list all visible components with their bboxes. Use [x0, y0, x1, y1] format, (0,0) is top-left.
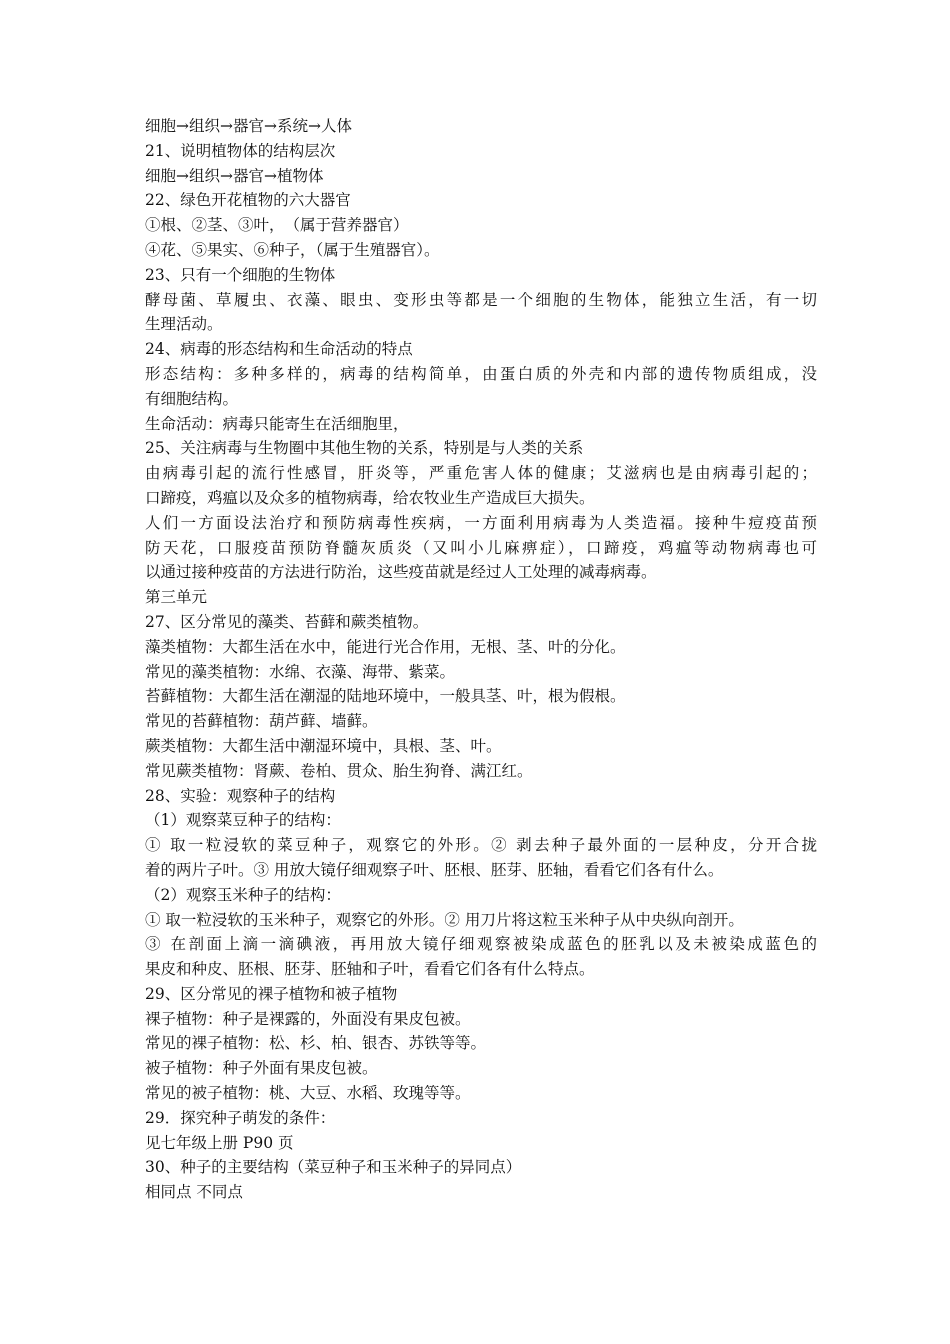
text-line: 常见的苔藓植物：葫芦藓、墙藓。: [145, 712, 378, 731]
text-line: 口蹄疫，鸡瘟以及众多的植物病毒，给农牧业生产造成巨大损失。: [145, 488, 595, 507]
text-line: 有细胞结构。: [145, 389, 239, 408]
body-text: [145, 114, 817, 1205]
text-line: 常见的被子植物：桃、大豆、水稻、玫瑰等等。: [145, 1084, 471, 1103]
text-line: ①根、②茎、③叶， （属于营养器官）: [145, 216, 409, 235]
text-line: 常见蕨类植物：肾蕨、卷柏、贯众、胎生狗脊、满江红。: [145, 761, 533, 780]
subheading: （2）观察玉米种子的结构：: [145, 885, 341, 904]
section-heading-24: 24、病毒的形态结构和生命活动的特点: [145, 340, 413, 359]
section-heading-25: 25、关注病毒与生物圈中其他生物的关系，特别是与人类的关系: [145, 439, 584, 458]
text-line: 裸子植物：种子是裸露的，外面没有果皮包被。: [145, 1009, 471, 1028]
text-line: 酵母菌、草履虫、衣藻、眼虫、变形虫等都是一个细胞的生物体，能独立生活，有一切: [145, 290, 817, 309]
section-heading-29: 29、区分常见的裸子植物和被子植物: [145, 984, 398, 1003]
text-line: ④花、⑤果实、⑥种子，（属于生殖器官）。: [145, 240, 440, 259]
text-line: 人们一方面设法治疗和预防病毒性疾病，一方面利用病毒为人类造福。接种牛痘疫苗预: [145, 513, 817, 532]
text-line: 着的两片子叶。③ 用放大镜仔细观察子叶、胚根、胚芽、胚轴，看看它们各有什么。: [145, 860, 724, 879]
section-heading-28: 28、实验：观察种子的结构: [145, 786, 336, 805]
text-line: 由病毒引起的流行性感冒，肝炎等，严重危害人体的健康；艾滋病也是由病毒引起的；: [145, 464, 817, 483]
section-heading-22: 22、绿色开花植物的六大器官: [145, 191, 351, 210]
text-line: 防天花，口服疫苗预防脊髓灰质炎（又叫小儿麻痹症），口蹄疫，鸡瘟等动物病毒也可: [145, 538, 817, 557]
section-heading-30: 30、种子的主要结构（菜豆种子和玉米种子的异同点）: [145, 1158, 522, 1177]
text-line: 被子植物：种子外面有果皮包被。: [145, 1059, 378, 1078]
section-heading-27: 27、区分常见的藻类、苔藓和蕨类植物。: [145, 612, 429, 631]
text-line: 细胞→组织→器官→植物体: [145, 166, 324, 185]
text-line: 藻类植物：大都生活在水中，能进行光合作用，无根、茎、叶的分化。: [145, 637, 626, 656]
unit-heading: 第三单元: [145, 588, 208, 607]
text-line: 见七年级上册 P90 页: [145, 1133, 294, 1152]
text-line: ① 取一粒浸软的菜豆种子，观察它的外形。② 剥去种子最外面的一层种皮，分开合拢: [145, 836, 817, 855]
text-line: 形态结构：多种多样的，病毒的结构简单，由蛋白质的外壳和内部的遗传物质组成，没: [145, 364, 817, 383]
text-line: ③ 在剖面上滴一滴碘液，再用放大镜仔细观察被染成蓝色的胚乳以及未被染成蓝色的: [145, 935, 817, 954]
text-line: 常见的裸子植物：松、杉、柏、银杏、苏铁等等。: [145, 1034, 487, 1053]
text-line: 细胞→组织→器官→系统→人体: [145, 117, 352, 135]
text-line: 蕨类植物：大都生活中潮湿环境中，具根、茎、叶。: [145, 736, 502, 755]
text-line: 苔藓植物：大都生活在潮湿的陆地环境中，一般具茎、叶，根为假根。: [145, 687, 626, 706]
text-line: ① 取一粒浸软的玉米种子，观察它的外形。② 用刀片将这粒玉米种子从中央纵向剖开。: [145, 910, 744, 929]
section-heading-21: 21、说明植物体的结构层次: [145, 141, 336, 160]
section-heading-29b: 29．探究种子萌发的条件：: [145, 1108, 336, 1127]
text-line: 生理活动。: [145, 315, 223, 334]
text-line: 果皮和种皮、胚根、胚芽、胚轴和子叶，看看它们各有什么特点。: [145, 960, 595, 979]
text-line: 以通过接种疫苗的方法进行防治，这些疫苗就是经过人工处理的减毒病毒。: [145, 563, 657, 582]
text-line: 相同点 不同点: [145, 1183, 243, 1202]
text-line: 生命活动：病毒只能寄生在活细胞里，: [145, 414, 409, 433]
text-line: 常见的藻类植物：水绵、衣藻、海带、紫菜。: [145, 662, 456, 681]
section-heading-23: 23、只有一个细胞的生物体: [145, 265, 336, 284]
subheading: （1）观察菜豆种子的结构：: [145, 811, 341, 830]
